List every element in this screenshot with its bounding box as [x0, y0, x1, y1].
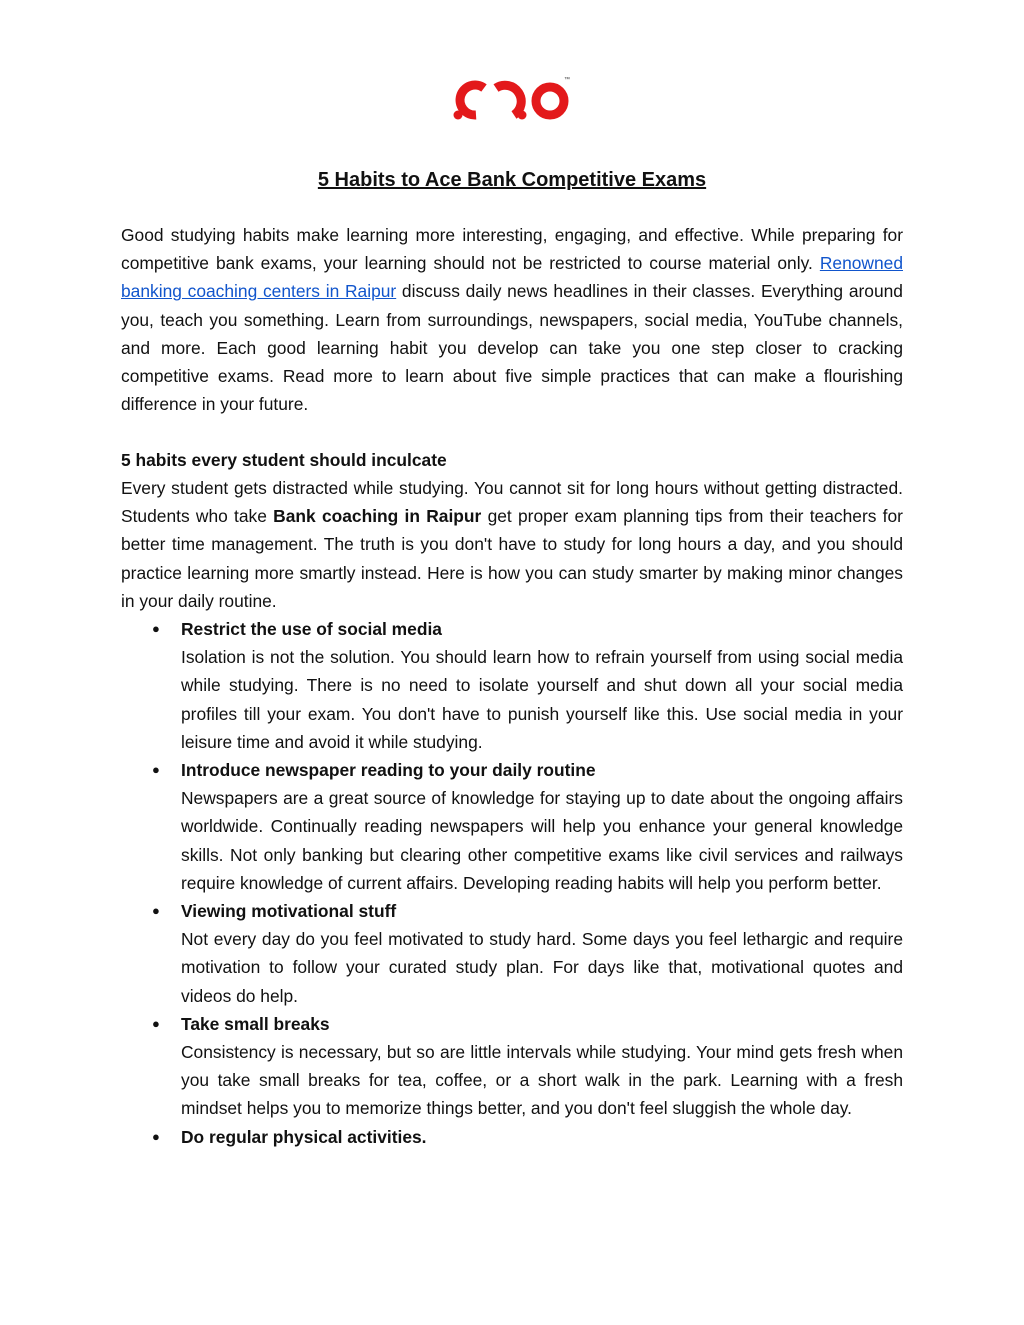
habit-title: Restrict the use of social media: [181, 619, 442, 639]
list-item: [121, 897, 903, 1010]
brand-logo: [452, 74, 576, 120]
logo-left-ring: [460, 85, 484, 115]
page-title: 5 Habits to Ace Bank Competitive Exams: [317, 169, 707, 191]
intro-text-start: Good studying habits make learning more interesting, engaging, and effective. While preparing for competitive bank exams, your learning should not be restricted to course material only.: [121, 225, 903, 274]
section-paragraph: [121, 474, 903, 615]
section-text-end: get proper exam planning tips from their teachers for better time management. The truth is you don't have to study for long hours a day, and you should practice learning more smartly instead. Here is how you can study smarter by making minor changes in your daily routine.: [121, 506, 903, 611]
section-text-start: Every student gets distracted while studying. You cannot sit for long hours without getting distracted. Students who take: [121, 478, 903, 527]
intro-text-end: discuss daily news headlines in their classes. Everything around you, teach you something. Learn from surroundings, newspapers, social media, YouTube channels, and more. Each good learning habit you develop can take you one step closer to cracking competitive exams. Read more to learn about five simple practices that can make a flourishing difference in your future.: [121, 281, 903, 415]
list-item: [121, 1010, 903, 1123]
habit-body: Not every day do you feel motivated to study hard. Some days you feel lethargic and require motivation to follow your curated study plan. For days like that, motivational quotes and videos do help.: [181, 929, 903, 1006]
habit-title: Take small breaks: [181, 1013, 330, 1034]
habit-title: Introduce newspaper reading to your daily routine: [181, 760, 596, 781]
list-item: [121, 615, 903, 756]
bullet-icon: ●: [152, 762, 160, 778]
bank-coaching-bold: Bank coaching in Raipur: [273, 506, 482, 527]
bullet-icon: ●: [152, 621, 160, 636]
habit-title: Do regular physical activities.: [181, 1126, 427, 1147]
coaching-centers-link[interactable]: Renowned banking coaching centers in Raipur: [121, 253, 903, 302]
habit-title: Viewing motivational stuff: [181, 901, 397, 922]
habit-body: Newspapers are a great source of knowledge for staying up to date about the ongoing affairs worldwide. Continually reading newspapers will help you enhance your general knowledge skills. Not only banking but clearing other competitive exams like civil services and railways require knowledge of current affairs. Developing reading habits will help you perform better.: [181, 788, 903, 893]
logo-right-ring: [536, 87, 564, 115]
bullet-icon: ●: [152, 1128, 160, 1144]
section-heading: 5 habits every student should inculcate: [121, 450, 447, 470]
habits-list: [121, 615, 903, 1151]
habit-body: Isolation is not the solution. You should learn how to refrain yourself from using social media while studying. There is no need to isolate yourself and shut down all your social media profiles till your exam. You don't have to punish yourself like this. Use social media in your leisure time and avoid it while studying.: [181, 647, 903, 752]
logo-dot: [454, 111, 463, 120]
logo-middle-ring: [496, 85, 521, 115]
bullet-icon: ●: [152, 1015, 160, 1031]
list-item: [121, 756, 903, 897]
intro-paragraph: [121, 221, 903, 418]
habit-body: Consistency is necessary, but so are little intervals while studying. Your mind gets fresh when you take small breaks for tea, coffee, or a short walk in the park. Learning with a fresh mindset helps you to memorize things better, and you don't feel sluggish the whole day.: [181, 1042, 903, 1119]
bullet-icon: ●: [152, 903, 160, 919]
logo-tm: ™: [564, 77, 570, 83]
list-item: [121, 1123, 903, 1151]
